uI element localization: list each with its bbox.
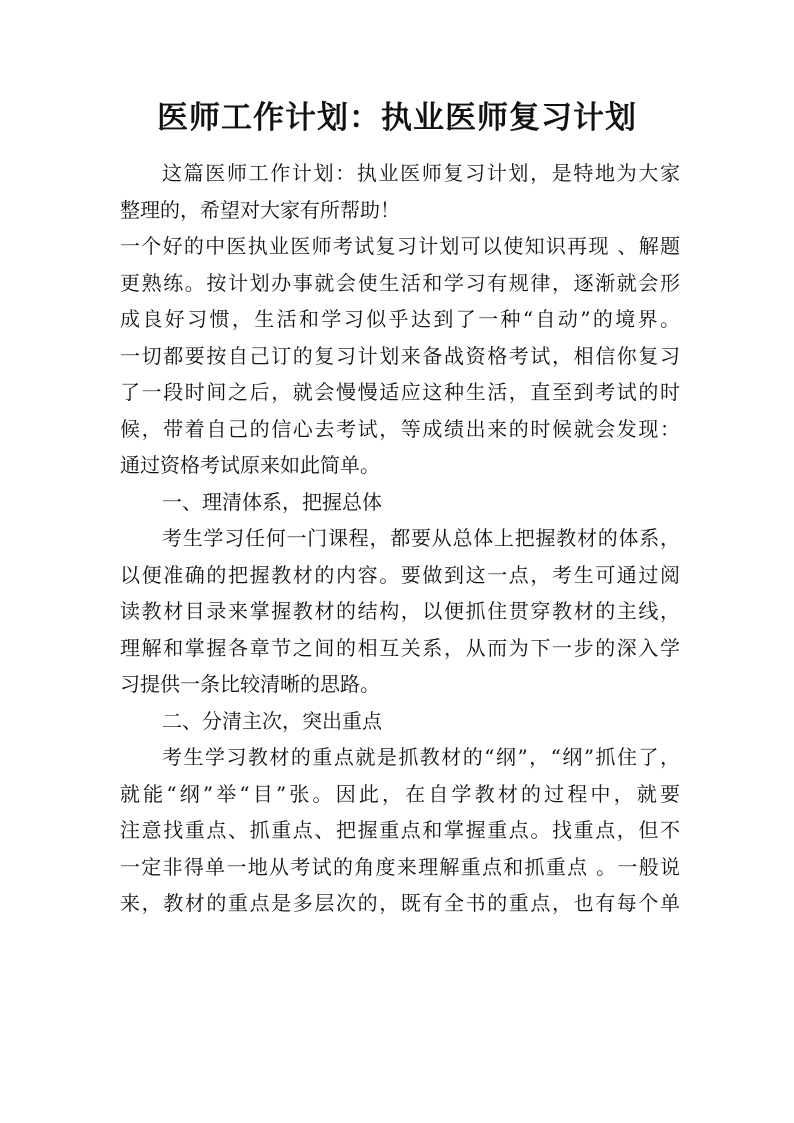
text-line: 一个好的中医执业医师考试复习计划可以使知识再现 、解题 xyxy=(120,234,680,258)
text-line: 以便准确的把握教材的内容。要做到这一点，考生可通过阅 xyxy=(120,562,680,587)
text-line: 来，教材的重点是多层次的，既有全书的重点，也有每个单 xyxy=(120,891,680,915)
text-line: 这篇医师工作计划：执业医师复习计划，是特地为大家 xyxy=(162,161,680,185)
document-body xyxy=(120,155,680,922)
text-line: 就能“纲”举“目”张。因此，在自学教材的过程中，就要 xyxy=(120,781,680,806)
text-line: 注意找重点、抓重点、把握重点和掌握重点。找重点，但不 xyxy=(120,818,680,842)
page-title: 医师工作计划：执业医师复习计划 xyxy=(157,100,637,136)
text-line: 通过资格考试原来如此简单。 xyxy=(120,453,380,477)
text-line: 了一段时间之后，就会慢慢适应这种生活，直至到考试的时 xyxy=(120,380,680,404)
section-heading: 二、分清主次，突出重点 xyxy=(162,708,382,733)
text-line: 更熟练。按计划办事就会使生活和学习有规律，逐渐就会形 xyxy=(120,270,680,295)
text-line: 读教材目录来掌握教材的结构，以便抓住贯穿教材的主线， xyxy=(120,599,680,623)
text-line: 整理的，希望对大家有所帮助！ xyxy=(120,197,400,222)
text-line: 候，带着自己的信心去考试，等成绩出来的时候就会发现： xyxy=(120,416,680,441)
text-line: 习提供一条比较清晰的思路。 xyxy=(120,672,380,696)
text-line: 一定非得单一地从考试的角度来理解重点和抓重点 。一般说 xyxy=(120,854,680,879)
section-heading: 一、理清体系，把握总体 xyxy=(162,489,382,514)
text-line: 一切都要按自己订的复习计划来备战资格考试，相信你复习 xyxy=(120,343,680,368)
text-line: 成良好习惯，生活和学习似乎达到了一种“自动”的境界。 xyxy=(120,307,680,331)
text-line: 理解和掌握各章节之间的相互关系，从而为下一步的深入学 xyxy=(120,635,680,660)
text-line: 考生学习任何一门课程，都要从总体上把握教材的体系， xyxy=(162,526,680,550)
text-line: 考生学习教材的重点就是抓教材的“纲”，“纲”抓住了， xyxy=(162,745,680,769)
